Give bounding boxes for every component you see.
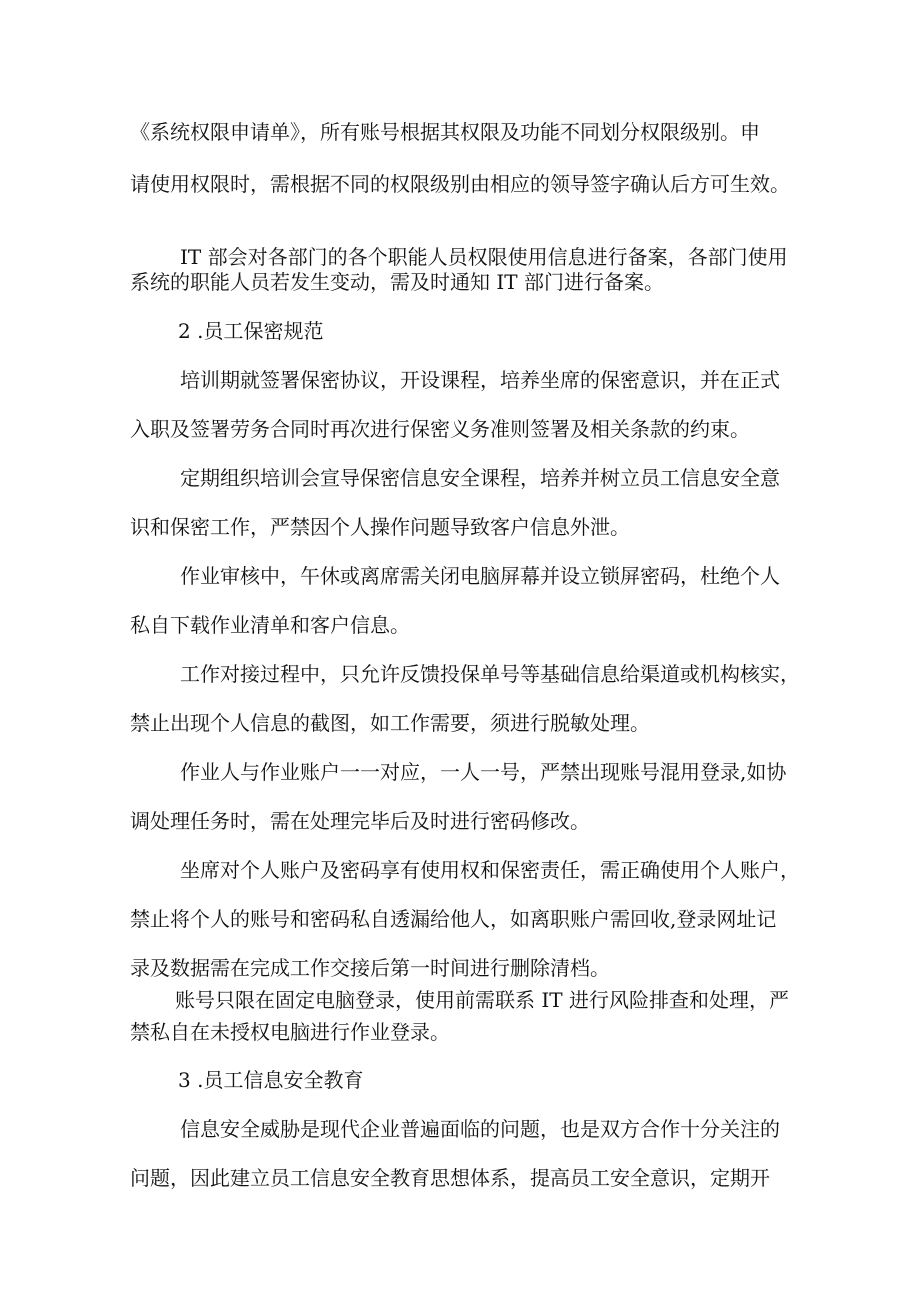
paragraph-line: 作业人与作业账户一一对应，一人一号，严禁出现账号混用登录,如协 [180,760,787,784]
paragraph-line: 私自下载作业清单和客户信息。 [130,613,410,637]
paragraph-line: 工作对接过程中，只允许反馈投保单号等基础信息给渠道或机构核实， [180,662,800,686]
paragraph-line: 禁止出现个人信息的截图，如工作需要，须进行脱敏处理。 [130,711,650,735]
paragraph-line: 培训期就签署保密协议，开设课程，培养坐席的保密意识，并在正式 [180,368,780,392]
paragraph-line: 调处理任务时，需在处理完毕后及时进行密码修改。 [130,809,590,833]
section-heading: 2 .员工保密规范 [178,319,324,343]
paragraph-line: 定期组织培训会宣导保密信息安全课程，培养并树立员工信息安全意 [180,466,780,490]
paragraph-line: 请使用权限时，需根据不同的权限级别由相应的领导签字确认后方可生效。 [130,172,790,196]
paragraph-line: 系统的职能人员若发生变动，需及时通知 IT 部门进行备案。 [130,270,664,294]
paragraph-line: 录及数据需在完成工作交接后第一时间进行删除清档。 [130,956,610,980]
paragraph-line: 作业审核中，午休或离席需关闭电脑屏幕并设立锁屏密码，杜绝个人 [180,564,780,588]
paragraph-line: 《系统权限申请单》，所有账号根据其权限及功能不同划分权限级别。申 [130,120,760,144]
paragraph-line: IT 部会对各部门的各个职能人员权限使用信息进行备案，各部门使用 [180,245,788,269]
paragraph-line: 账号只限在固定电脑登录，使用前需联系 IT 进行风险排查和处理，严 [175,988,789,1012]
section-heading: 3 .员工信息安全教育 [178,1068,364,1092]
paragraph-line: 识和保密工作，严禁因个人操作问题导致客户信息外泄。 [130,515,630,539]
paragraph-line: 禁止将个人的账号和密码私自透漏给他人，如离职账户需回收,登录网址记 [130,907,777,931]
paragraph-line: 入职及签署劳务合同时再次进行保密义务准则签署及相关条款的约束。 [130,417,750,441]
paragraph-line: 坐席对个人账户及密码享有使用权和保密责任，需正确使用个人账户， [180,858,800,882]
paragraph-line: 禁私自在未授权电脑进行作业登录。 [130,1020,450,1044]
paragraph-line: 问题，因此建立员工信息安全教育思想体系，提高员工安全意识，定期开 [130,1166,770,1190]
paragraph-line: 信息安全威胁是现代企业普遍面临的问题，也是双方合作十分关注的 [180,1117,780,1141]
